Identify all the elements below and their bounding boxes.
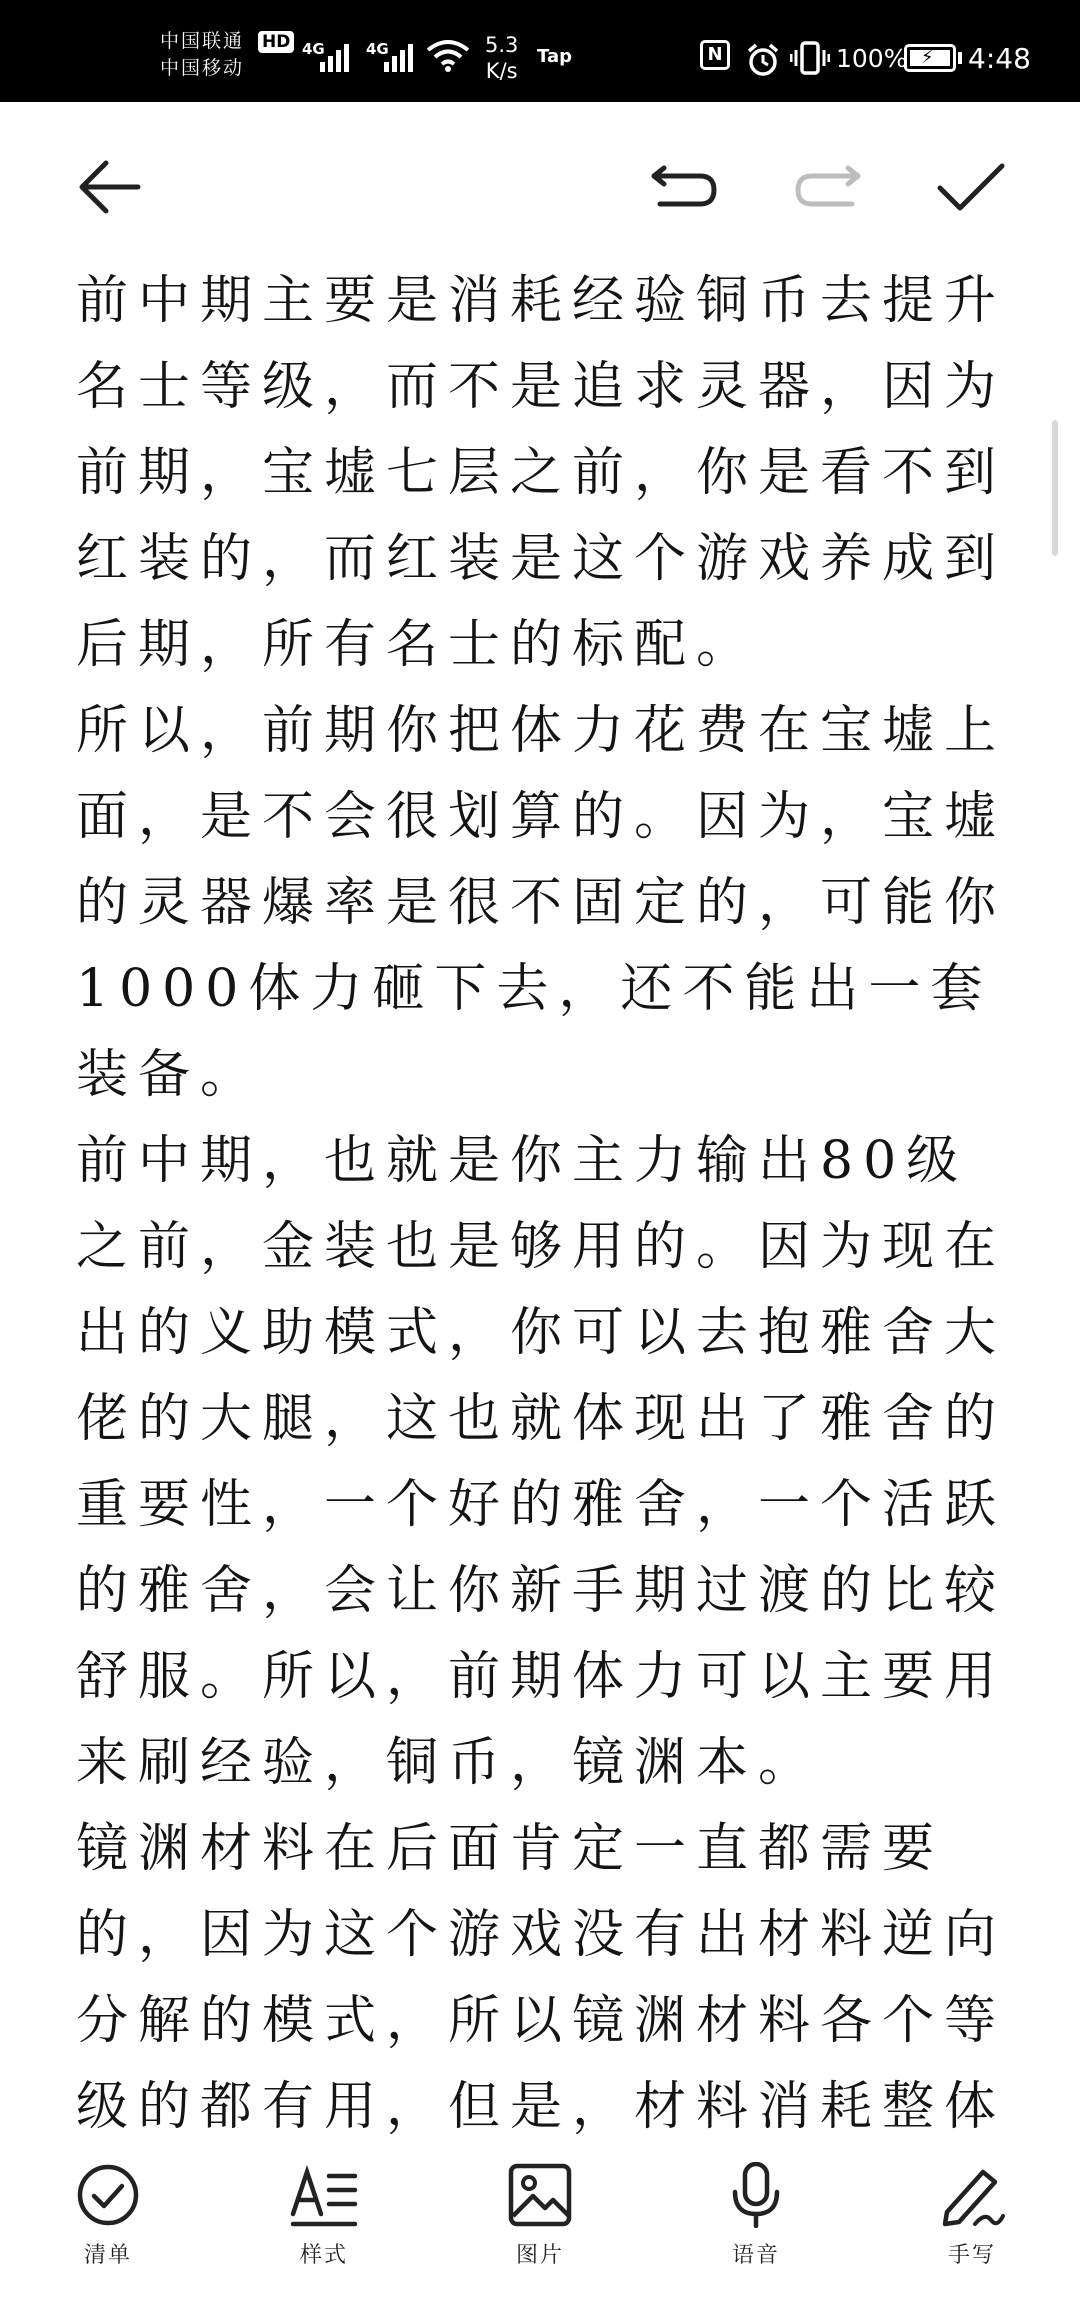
insert-image-button[interactable] [470, 2162, 610, 2302]
done-button[interactable] [926, 142, 1016, 232]
hd-badge: HD [258, 31, 294, 53]
signal-type-label: 4G [302, 40, 325, 58]
signal-type-label: 4G [366, 40, 389, 58]
note-paragraph-3[interactable]: 前中期，也就是你主力输出80级之前，金装也是够用的。因为现在出的义助模式，你可以去抱雅舍大佬的大腿，这也就体现出了雅舍的重要性，一个好的雅舍，一个活跃的雅舍，会让你新手期过渡的比较舒服。所以，前期体力可以主要用来刷经验，铜币，镜渊本。 [76, 1131, 1007, 1793]
undo-icon [650, 162, 720, 212]
microphone-icon [723, 2162, 789, 2228]
redo-button[interactable] [782, 142, 872, 232]
tap-indicator: Tap [537, 46, 572, 67]
signal-strength-icon [366, 38, 426, 78]
handwriting-button[interactable] [902, 2162, 1042, 2302]
undo-button[interactable] [640, 142, 730, 232]
image-label: 图片 [515, 2243, 564, 2268]
network-speed-value: 5.3 [485, 33, 519, 57]
signal-strength-icon [302, 38, 362, 78]
carrier-2: 中国移动 [160, 57, 245, 79]
note-body[interactable] [76, 258, 1020, 2236]
check-icon [936, 160, 1006, 214]
image-icon [507, 2162, 573, 2228]
handwriting-pen-icon [939, 2162, 1005, 2228]
carrier-names [160, 28, 244, 82]
alarm-icon [745, 42, 781, 82]
network-speed-unit: K/s [485, 59, 518, 83]
arrow-left-icon [76, 159, 142, 215]
redo-icon [792, 162, 862, 212]
checklist-label: 清单 [83, 2243, 132, 2268]
network-speed [485, 32, 518, 84]
battery-icon: ⚡ [904, 44, 956, 72]
text-style-label: 样式 [299, 2243, 348, 2268]
voice-input-button[interactable] [686, 2162, 826, 2302]
checklist-icon [75, 2162, 141, 2228]
nfc-icon: N [700, 40, 730, 70]
clock: 4:48 [968, 42, 1031, 75]
back-button[interactable] [64, 142, 154, 232]
scrollbar[interactable] [1052, 420, 1058, 556]
text-style-button[interactable] [254, 2162, 394, 2302]
voice-label: 语音 [731, 2243, 780, 2268]
wifi-icon [425, 38, 471, 76]
bottom-toolbar [0, 2150, 1080, 2310]
note-paragraph-2[interactable]: 所以，前期你把体力花费在宝墟上面，是不会很划算的。因为，宝墟的灵器爆率是很不固定的，可能你1000体力砸下去，还不能出一套装备。 [76, 701, 1007, 1105]
checklist-button[interactable] [38, 2162, 178, 2302]
carrier-1: 中国联通 [160, 30, 245, 52]
battery-percent: 100% [836, 44, 908, 73]
note-paragraph-4[interactable]: 镜渊材料在后面肯定一直都需要的，因为这个游戏没有出材料逆向分解的模式，所以镜渊材料各个等级的都有用，但是，材料消耗整体 [76, 1819, 1007, 2137]
editor-toolbar [0, 102, 1080, 270]
text-style-icon [289, 2162, 359, 2228]
vibrate-icon [790, 40, 830, 80]
status-bar [0, 0, 1080, 102]
note-paragraph-1[interactable]: 前中期主要是消耗经验铜币去提升名士等级，而不是追求灵器，因为前期，宝墟七层之前，你是看不到红装的，而红装是这个游戏养成到后期，所有名士的标配。 [76, 271, 1007, 675]
handwriting-label: 手写 [947, 2243, 996, 2268]
